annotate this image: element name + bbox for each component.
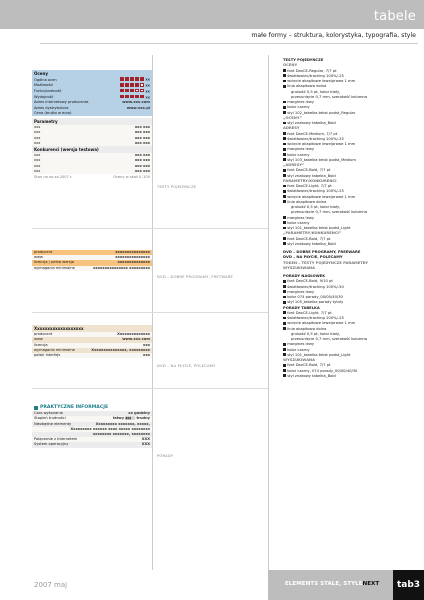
practical-info-header: [32, 404, 152, 411]
square-bullet-icon: [283, 374, 286, 377]
spec-text: styl 103_tabelka tekst podst_Medium: [287, 157, 356, 162]
spec-text: margines lewy: [287, 289, 315, 294]
ratings-header-label: Oceny: [34, 71, 48, 76]
square-bullet-icon: [283, 322, 286, 325]
spec-text: styl znakowy tabelka_Bold: [287, 373, 336, 378]
rating-squares: [119, 84, 144, 88]
dvd-table-rows: [32, 332, 152, 358]
row-value: xxx xxx: [134, 135, 150, 140]
row-label: polski interfejs: [34, 353, 61, 358]
row-label: xxx: [34, 135, 41, 140]
square-bullet-icon: [283, 122, 286, 125]
spec-text: styl znakowy tabelka_Bold: [287, 121, 336, 125]
spec-text: styl 105_tabelka porady tytuły: [287, 300, 344, 305]
spec-text: DVD – DOBRE PROGRAMY, FREEWARE: [283, 250, 361, 254]
params-header: [32, 118, 152, 125]
rating-square: [130, 77, 134, 81]
spec-text: TESTY POJEDYNCZE: [283, 58, 324, 62]
konk-header: [32, 146, 152, 153]
row-value: XXX: [141, 437, 150, 442]
row-label: Wydajność: [34, 94, 54, 99]
section-divider: [32, 312, 268, 313]
square-bullet-icon: [283, 353, 286, 356]
footer-next-label: NEXT: [362, 581, 380, 587]
row-value: xxxxxxxxxxxxxxx: [115, 250, 150, 254]
section-divider: [32, 388, 268, 389]
row-value: xxxxxxxxxxxxxx: [117, 260, 150, 265]
square-bullet-icon: [283, 153, 286, 156]
rating-value: xx: [144, 77, 150, 82]
ratings-rows: [32, 77, 152, 100]
square-bullet-icon: [283, 317, 286, 320]
row-label: Adres internetowy producenta: [34, 100, 89, 105]
square-bullet-icon: [283, 227, 286, 230]
spec-text: font DaxCE-Regular, 7/7 pt: [287, 68, 337, 73]
row-value: www.xxx.com: [122, 337, 150, 342]
square-bullet-icon: [283, 158, 286, 161]
table-row: [32, 169, 152, 174]
spec-text: „ADRESY”: [283, 163, 305, 167]
spec-text: ADRESY: [283, 126, 300, 131]
row-label: System operacyjny: [34, 442, 69, 447]
ratings-header: [32, 70, 152, 77]
row-value: xxx xxx: [134, 153, 150, 158]
row-value: xxx xxx: [134, 163, 150, 168]
row-value: xxx xxx: [134, 168, 150, 173]
square-bullet-icon: [283, 216, 286, 219]
square-bullet-icon: [283, 195, 286, 198]
practical-info-title: PRAKTYCZNE INFORMACJE: [40, 405, 109, 410]
rating-square: [125, 89, 129, 93]
dvd-table-header-label: Xxxxxxxxxxxxxxxxxxx: [34, 326, 84, 331]
rating-square: [120, 83, 124, 87]
practical-info-rows: [32, 411, 152, 447]
row-value: xxx: [143, 342, 150, 347]
spec-text: WYSZUKIWANA: [283, 358, 315, 362]
square-bullet-icon: [283, 85, 286, 88]
spec-text: margines lewy: [287, 342, 315, 347]
spec-text: WYSZUKIWANA: [283, 265, 315, 270]
row-label: producent: [34, 332, 53, 337]
dvd-table-header: [32, 325, 152, 332]
square-bullet-icon: [283, 343, 286, 346]
rating-squares: [119, 78, 144, 82]
spec-text: linia akapitowa dolna: [287, 84, 327, 89]
row-label: licencja / pełna wersja: [34, 260, 74, 265]
row-value: Xxxxxxxxx xxxxxxx, xxxxx,: [95, 421, 150, 426]
row-label: Połączenie z Internetem: [34, 437, 78, 442]
row-label: xxx: [34, 125, 41, 130]
konk-rows: [32, 153, 152, 174]
rating-square: [135, 77, 139, 81]
row-label: Możliwości: [34, 83, 54, 88]
square-bullet-icon: [283, 290, 286, 293]
row-label: www: [34, 337, 43, 342]
table-row: [32, 442, 152, 447]
square-bullet-icon: [283, 137, 286, 140]
row-value: xxxxxxxxxxxxxxx xxxxxxxxx: [93, 265, 150, 270]
rating-square: [120, 77, 124, 81]
row-value: xxx: [143, 353, 150, 358]
spec-text: PARAMETRY/KONKURENCI: [283, 178, 337, 183]
square-bullet-icon: [283, 285, 286, 288]
square-bullet-icon: [34, 406, 38, 410]
rating-square: [120, 95, 124, 99]
footnote-right: Oceny w skali 0–100: [113, 175, 150, 180]
row-value: xx godziny: [128, 411, 150, 416]
square-bullet-icon: [283, 132, 286, 135]
spec-text: font DaxCE-Bold, 9/10 pt: [287, 279, 333, 284]
dvd-table-beige: [32, 325, 152, 358]
square-bullet-icon: [283, 143, 286, 146]
spec-text: font DaxCE-Bold, 7/7 pt: [287, 363, 331, 368]
row-label: www: [34, 255, 43, 260]
rating-squares: [119, 95, 144, 99]
spec-text: wcięcie akapitowe lewe/prawe 1 mm: [287, 79, 356, 83]
row-label: Funkcjonalność: [34, 89, 62, 94]
spec-text: styl znakowy tabelka_Bold: [287, 173, 336, 178]
row-label: licencja: [34, 342, 48, 347]
row-label: xxx: [34, 158, 41, 163]
spec-text: światłowiec/tracking 100%/-25: [287, 136, 344, 141]
spec-text: przesunięcie 0,7 mm, szerokość kolumna: [291, 210, 368, 215]
row-value: XXX: [141, 442, 150, 447]
rating-square: [125, 77, 129, 81]
square-bullet-icon: [283, 242, 286, 245]
page-title: tabele: [373, 9, 416, 24]
row-value: Xxxxxxxxxxxxxx: [117, 332, 150, 337]
row-value: xxxxxxxxxxxxxxx: [115, 255, 150, 260]
spec-text: kolor czarny: [287, 220, 310, 225]
square-bullet-icon: [283, 364, 286, 367]
square-bullet-icon: [283, 69, 286, 72]
square-bullet-icon: [283, 169, 286, 172]
footer-tab: tab3: [393, 570, 424, 600]
square-bullet-icon: [283, 311, 286, 314]
row-label: xxx: [34, 163, 41, 168]
square-bullet-icon: [283, 327, 286, 330]
page-subtitle: małe formy – struktura, kolorystyka, typografia, style: [251, 32, 416, 39]
spec-text: kolor czarny: [287, 152, 310, 157]
rating-value: xx: [144, 95, 150, 100]
square-bullet-icon: [283, 369, 286, 372]
spec-text: światłowiec/tracking 100%/-50: [287, 284, 344, 289]
spec-text: font DaxCE-Light, 7/7 pt: [287, 184, 332, 188]
column-divider: [268, 55, 269, 570]
square-bullet-icon: [283, 200, 286, 203]
label-dvd-polecamy: DVD – NA PŁYCIE, POLECAMY: [157, 364, 216, 368]
rating-squares: [119, 89, 144, 93]
spec-text: font DaxCE-Bold, 7/7 pt: [287, 236, 331, 241]
spec-text: styl 102_tabelka tekst podst_Regular: [287, 110, 356, 115]
spec-text: font DaxCE-Bold, 7/7 pt: [287, 168, 331, 173]
spec-text: TOKEN – TESTY POJEDYNCZE PARAMETRY: [283, 260, 369, 265]
rating-square: [125, 95, 129, 99]
row-label: xxx: [34, 168, 41, 173]
row-label: xxx: [34, 153, 41, 158]
spec-text: margines lewy: [287, 215, 315, 220]
row-label: Adres dystrybutora: [34, 105, 69, 110]
square-bullet-icon: [283, 190, 286, 193]
konk-header-label: Konkurenci (wersja testowa): [34, 147, 99, 153]
spec-text: linia akapitowa dolna: [287, 326, 327, 331]
table-row: [32, 353, 152, 358]
rating-square: [130, 83, 134, 87]
header-bar: [0, 0, 424, 29]
spec-text: DVD – NA PŁYCIE, POLECAMY: [283, 255, 343, 260]
spec-text: linia akapitowa dolna: [287, 199, 327, 204]
rating-value: xx: [144, 83, 150, 88]
spec-text: kolor 074 porady_00/00/40/30: [287, 295, 343, 299]
square-bullet-icon: [283, 106, 286, 109]
row-value: łatwy ▮▮▮▯▯ trudny: [112, 416, 150, 421]
rating-square: [125, 83, 129, 87]
spec-text: kolor czarny: [287, 347, 310, 352]
footer-year: 2007 maj: [34, 581, 68, 589]
square-bullet-icon: [283, 185, 286, 188]
practical-info-table: [32, 404, 152, 448]
square-bullet-icon: [283, 80, 286, 83]
ratings-table: [32, 70, 152, 180]
spec-text: OCENY: [283, 63, 298, 68]
row-value: www.xxx.com: [122, 100, 150, 105]
row-value: xxx xxx: [134, 158, 150, 163]
section-divider: [32, 228, 268, 229]
square-bullet-icon: [283, 348, 286, 351]
spec-text: wcięcie akapitowe lewe/prawe 1 mm: [287, 321, 356, 326]
footer-section-label: ELEMENTS STALE, STYLE: [285, 581, 363, 587]
spec-text: grubość 0,5 pt, kolor biały,: [291, 331, 341, 336]
square-bullet-icon: [283, 148, 286, 151]
spec-text: grubość 0,5 pt, kolor biały,: [291, 205, 341, 209]
spec-text: font DaxCE-Medium, 7/7 pt: [287, 131, 338, 136]
spec-text: margines lewy: [287, 147, 315, 152]
spec-text: margines lewy: [287, 100, 315, 104]
row-value: xxx xxx: [134, 130, 150, 135]
row-label: wymagania minimalne: [34, 265, 75, 270]
row-label: wymagania minimalne: [34, 347, 75, 352]
rating-square: [135, 95, 139, 99]
spec-text: kolor czarny: [287, 105, 310, 110]
spec-text: przesunięcie 0,7 mm, szerokość kolumna: [291, 94, 368, 99]
spec-text: PORADY NAGŁÓWEK: [283, 274, 326, 278]
rating-square: [135, 89, 139, 93]
info-rows: [32, 100, 152, 116]
spec-text: styl znakowy tabelka_Bold: [287, 241, 336, 246]
rating-value: xx: [144, 89, 150, 94]
row-label: Cena (brutto w euro): [34, 110, 72, 115]
footer-section: [285, 581, 379, 587]
square-bullet-icon: [283, 221, 286, 224]
spec-text: światłowiec/tracking 100%/-25: [287, 316, 344, 320]
row-value: www.xxx.pl: [126, 105, 150, 110]
row-value: Xxxxxxxxx xxxxxx xxxx xxxxx xxxxxxxx: [70, 426, 150, 431]
square-bullet-icon: [283, 301, 286, 304]
rating-square: [135, 83, 139, 87]
square-bullet-icon: [283, 296, 286, 299]
row-label: producent: [34, 250, 53, 254]
label-dvd-freeware: DVD – DOBRE PROGRAMY, FRETWARE: [157, 275, 234, 279]
row-label: xxx: [34, 140, 41, 145]
spec-line: [283, 374, 411, 379]
label-porady: PORADY: [157, 454, 174, 458]
spec-text: przesunięcie 0,7 mm, szerokość kolumna: [291, 337, 368, 341]
params-rows: [32, 125, 152, 146]
spec-text: grubość 0,5 pt, kolor biały,: [291, 89, 341, 94]
spec-text: światłowiec/tracking 100%/-25: [287, 189, 344, 194]
square-bullet-icon: [283, 111, 286, 114]
rating-square: [130, 95, 134, 99]
row-label: xxx: [34, 130, 41, 135]
rating-square: [130, 89, 134, 93]
spec-text: „PARAMETRY/KONKURENCI”: [283, 231, 342, 236]
spec-text: styl 101_tabelka tekst podst_Light: [287, 226, 351, 230]
square-bullet-icon: [283, 101, 286, 104]
row-label: Niezbędne elementy: [34, 421, 72, 426]
square-bullet-icon: [283, 174, 286, 177]
dvd-table-orange: [32, 250, 152, 271]
rating-square: [120, 89, 124, 93]
row-label: Ogólna ocen: [34, 77, 57, 82]
row-value: xxx xxx: [134, 140, 150, 145]
spec-text: font DaxCE-Light, 7/7 pt: [287, 310, 332, 315]
row-value: xxxxxxxx xxxxxxx, xxxxxxxx: [92, 432, 150, 437]
table-row: [32, 266, 152, 271]
row-label: Stopień trudności: [34, 416, 66, 421]
row-value: xxx xxx: [134, 125, 150, 130]
square-bullet-icon: [283, 74, 286, 77]
row-label: Czas wykonania: [34, 411, 63, 416]
style-spec-column: [283, 58, 411, 379]
row-value: Xxxxxxxxxxxxxxx, xxxxxxxxx: [91, 347, 150, 352]
footnote-left: Stan na xx.xx.2007 r.: [34, 175, 73, 180]
spec-text: PORADY TABELKA: [283, 305, 320, 310]
label-testy: TESTY POJEDYNCZE: [157, 185, 197, 189]
square-bullet-icon: [283, 237, 286, 240]
spec-text: „OCENY”: [283, 115, 302, 120]
spec-text: wcięcie akapitowe lewe/prawe 1 mm: [287, 194, 356, 199]
header-rule: [40, 43, 418, 44]
square-bullet-icon: [283, 280, 286, 283]
footnote-row: [32, 175, 152, 180]
table-row: [32, 111, 152, 116]
spec-text: styl 101_tabelka tekst podst_Light: [287, 352, 351, 357]
spec-text: wcięcie akapitowe lewe/prawe 1 mm: [287, 142, 356, 146]
spec-text: światłowiec/tracking 100%/-25: [287, 73, 344, 78]
spec-text: kolor czarny, 074 porady_00/00/40/30: [287, 368, 358, 373]
params-header-label: Parametry: [34, 119, 58, 124]
